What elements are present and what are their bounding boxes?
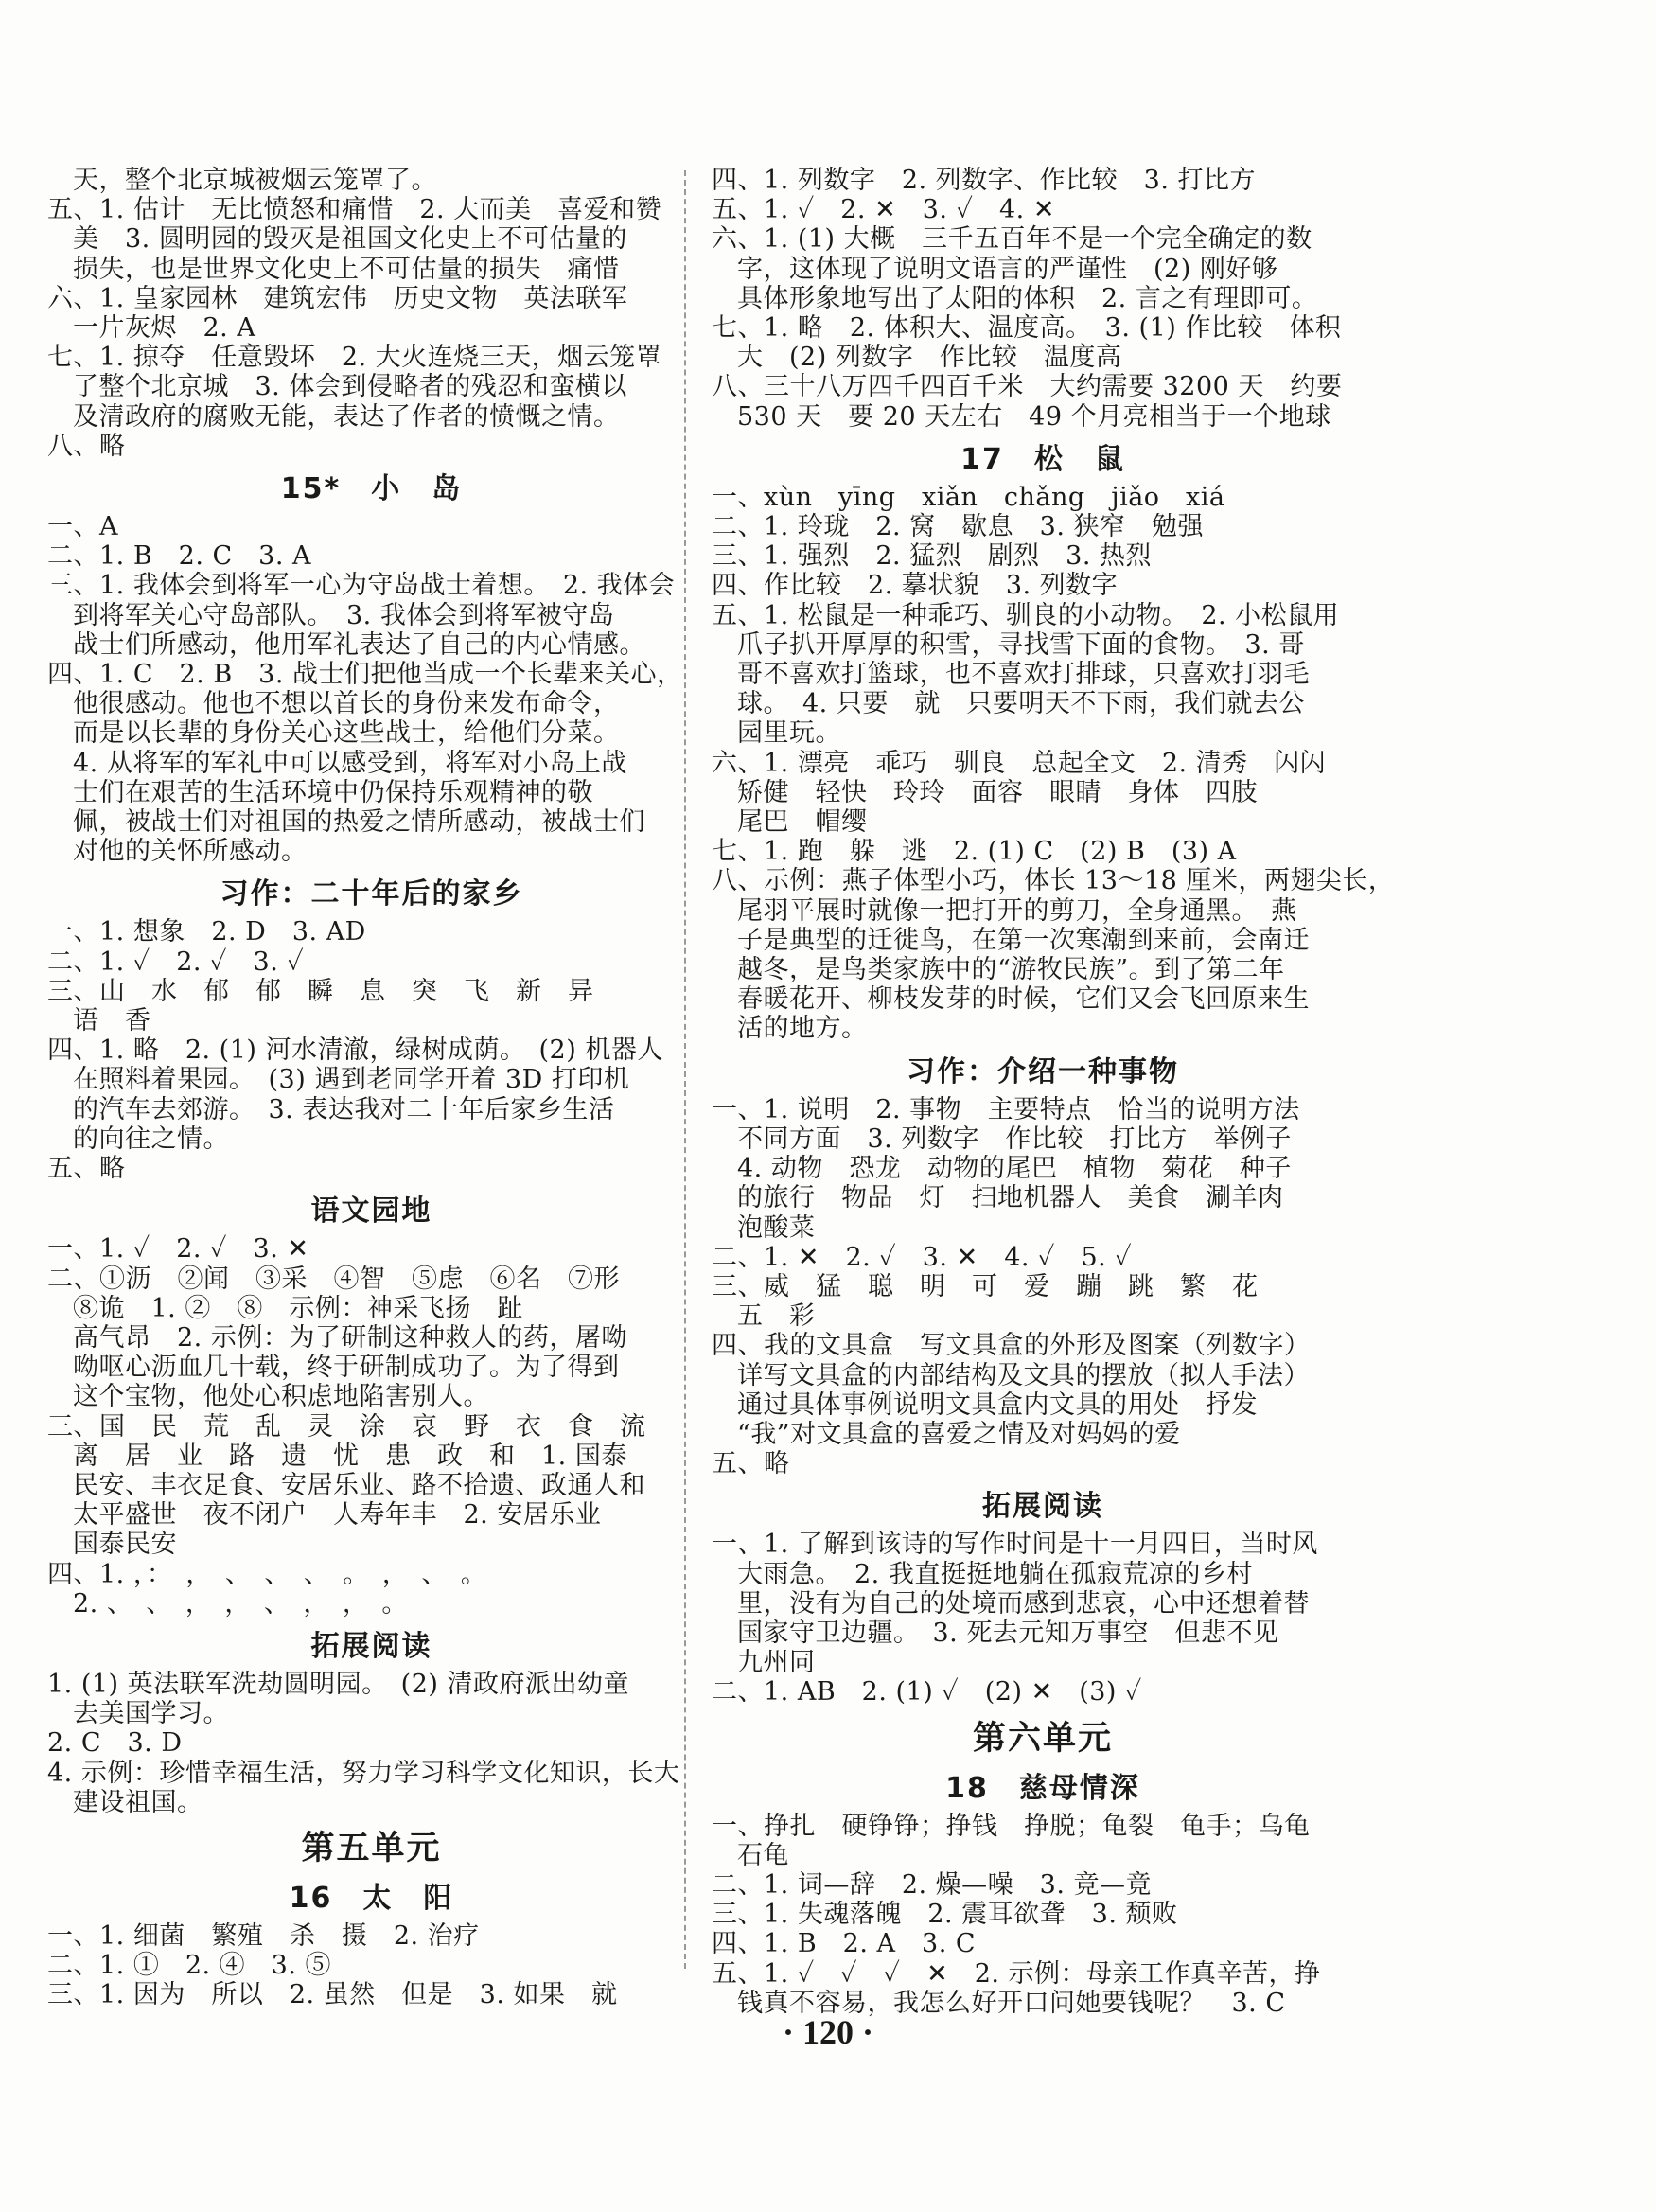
answer-line: 二、1. 词—辞 2. 燥—噪 3. 竞—竟 — [712, 1869, 1153, 1900]
answer-line: 的汽车去郊游。 3. 表达我对二十年后家乡生活 — [73, 1094, 615, 1124]
answer-line: 三、国 民 荒 乱 灵 涂 哀 野 衣 食 流 — [47, 1411, 646, 1442]
answer-line: 详写文具盒的内部结构及文具的摆放（拟人手法） — [737, 1360, 1310, 1390]
answer-line: 二、1. ① 2. ④ 3. ⑤ — [47, 1951, 332, 1981]
answer-line: 三、威 猛 聪 明 可 爱 蹦 跳 繁 花 — [712, 1271, 1259, 1301]
answer-line: 大雨急。 2. 我直挺挺地躺在孤寂荒凉的乡村 — [737, 1559, 1253, 1589]
answer-line: 二、1. B 2. C 3. A — [47, 541, 312, 572]
answer-line: 他很感动。他也不想以首长的身份来发布命令， — [73, 689, 620, 719]
answer-line: 损失，也是世界文化史上不可估量的损失 痛惜 — [73, 254, 620, 284]
answer-line: 二、1. ✕ 2. ✓ 3. ✕ 4. ✓ 5. ✓ — [712, 1242, 1133, 1272]
answer-line: 里，没有为自己的处境而感到悲哀，心中还想着替 — [737, 1588, 1310, 1619]
answer-line: 四、1. ，： ， 、 、 、 。 ， 、 。 — [47, 1559, 487, 1589]
answer-line: 一、A — [47, 512, 118, 542]
answer-line: 二、1. 玲珑 2. 窝 歇息 3. 狭窄 勉强 — [712, 512, 1205, 542]
answer-line: 一、挣扎 硬铮铮；挣钱 挣脱；龟裂 龟手；乌龟 — [712, 1811, 1311, 1841]
answer-line: 尾羽平展时就像一把打开的剪刀，全身通黑。 燕 — [737, 895, 1297, 926]
section-title: 17 松 鼠 — [960, 442, 1125, 476]
answer-line: 越冬，是鸟类家族中的“游牧民族”。到了第二年 — [737, 955, 1285, 985]
unit-title: 第六单元 — [972, 1718, 1113, 1758]
answer-line: 1. (1) 英法联军洗劫圆明园。 (2) 清政府派出幼童 — [47, 1669, 629, 1699]
answer-line: 二、1. ✓ 2. ✓ 3. ✓ — [47, 947, 305, 977]
answer-line: 四、1. C 2. B 3. 战士们把他当成一个长辈来关心， — [47, 660, 683, 690]
answer-line: 美 3. 圆明园的毁灭是祖国文化史上不可估量的 — [73, 224, 627, 255]
answer-line: 不同方面 3. 列数字 作比较 打比方 举例子 — [737, 1124, 1292, 1154]
answer-line: 泡酸菜 — [737, 1212, 816, 1243]
answer-line: 的向往之情。 — [73, 1124, 229, 1154]
answer-line: 对他的关怀所感动。 — [73, 837, 308, 867]
answer-line: 战士们所感动，他用军礼表达了自己的内心情感。 — [73, 629, 645, 660]
answer-line: 这个宝物，他处心积虑地陷害别人。 — [73, 1382, 489, 1412]
answer-line: 四、1. B 2. A 3. C — [712, 1929, 977, 1959]
answer-line: 而是以长辈的身份关心这些战士，给他们分菜。 — [73, 718, 620, 749]
answer-line: 离 居 业 路 遗 忧 患 政 和 1. 国泰 — [73, 1441, 627, 1471]
answer-line: 民安、丰衣足食、安居乐业、路不拾遗、政通人和 — [73, 1470, 645, 1500]
answer-line: 矫健 轻快 玲玲 面容 眼睛 身体 四肢 — [737, 777, 1258, 807]
answer-line: 五、1. 松鼠是一种乖巧、驯良的小动物。 2. 小松鼠用 — [712, 600, 1340, 630]
answer-line: 一、xùn yīng xiǎn chǎng jiǎo xiá — [712, 482, 1225, 512]
answer-line: 活的地方。 — [737, 1014, 868, 1044]
answer-line: 园里玩。 — [737, 718, 841, 749]
answer-line: 三、1. 强烈 2. 猛烈 剧烈 3. 热烈 — [712, 541, 1153, 572]
answer-line: 钱真不容易，我怎么好开口问她要钱呢？ 3. C — [737, 1988, 1286, 2018]
answer-line: “我”对文具盒的喜爱之情及对妈妈的爱 — [737, 1419, 1181, 1449]
answer-line: 太平盛世 夜不闭户 人寿年丰 2. 安居乐业 — [73, 1500, 602, 1531]
answer-line: 4. 示例：珍惜幸福生活，努力学习科学文化知识，长大 — [47, 1758, 680, 1788]
right-column — [712, 166, 1395, 2018]
answer-line: 4. 从将军的军礼中可以感受到，将军对小岛上战 — [73, 748, 627, 778]
section-title: 习作：二十年后的家乡 — [220, 877, 523, 911]
answer-line: 八、三十八万四千四百千米 大约需要 3200 天 约要 — [712, 372, 1343, 402]
answer-line: 高气昂 2. 示例：为了研制这种救人的药，屠呦 — [73, 1322, 627, 1353]
answer-line: 在照料着果园。 (3) 遇到老同学开着 3D 打印机 — [73, 1065, 630, 1095]
section-title: 16 太 阳 — [289, 1881, 454, 1915]
answer-line: 七、1. 略 2. 体积大、温度高。 3. (1) 作比较 体积 — [712, 313, 1342, 344]
answer-line: 530 天 要 20 天左右 49 个月亮相当于一个地球 — [737, 401, 1331, 432]
answer-line: 2. 、 、 ， ， 、 ， ， 。 — [73, 1588, 408, 1619]
answer-line: 的旅行 物品 灯 扫地机器人 美食 涮羊肉 — [737, 1183, 1284, 1213]
answer-line: 三、1. 因为 所以 2. 虽然 但是 3. 如果 就 — [47, 1980, 618, 2010]
answer-line: 六、1. 漂亮 乖巧 驯良 总起全文 2. 清秀 闪闪 — [712, 748, 1327, 778]
answer-line: 去美国学习。 — [73, 1699, 229, 1729]
answer-line: 八、示例：燕子体型小巧，体长 13～18 厘米，两翅尖长， — [712, 866, 1395, 896]
answer-line: 爪子扒开厚厚的积雪，寻找雪下面的食物。 3. 哥 — [737, 629, 1305, 660]
answer-line: 一、1. 说明 2. 事物 主要特点 恰当的说明方法 — [712, 1094, 1300, 1124]
answer-line: 二、①沥 ②闻 ③采 ④智 ⑤虑 ⑥名 ⑦形 — [47, 1264, 620, 1294]
answer-line: 四、我的文具盒 写文具盒的外形及图案（列数字） — [712, 1331, 1311, 1361]
page-number: · 120 · — [782, 2013, 873, 2051]
answer-line: 一、1. 了解到该诗的写作时间是十一月四日，当时风 — [712, 1530, 1318, 1560]
answer-line: 天，整个北京城被烟云笼罩了。 — [73, 166, 437, 195]
answer-line: 四、1. 列数字 2. 列数字、作比较 3. 打比方 — [712, 166, 1257, 195]
answer-line: 二、1. AB 2. (1) ✓ (2) ✕ (3) ✓ — [712, 1677, 1142, 1708]
section-title: 拓展阅读 — [982, 1490, 1103, 1524]
section-title: 语文园地 — [310, 1194, 432, 1229]
answer-line: 五、略 — [712, 1449, 790, 1479]
answer-line: 五、1. 估计 无比愤怒和痛惜 2. 大而美 喜爱和赞 — [47, 195, 662, 225]
answer-line: 通过具体事例说明文具盒内文具的用处 抒发 — [737, 1389, 1258, 1420]
answer-line: 哥不喜欢打篮球，也不喜欢打排球，只喜欢打羽毛 — [737, 660, 1310, 690]
answer-line: 九州同 — [737, 1648, 816, 1678]
answer-line: ⑧诡 1. ② ⑧ 示例：神采飞扬 趾 — [73, 1293, 523, 1323]
unit-title: 第五单元 — [301, 1828, 442, 1867]
answer-line: 四、1. 略 2. (1) 河水清澈，绿树成荫。 (2) 机器人 — [47, 1035, 663, 1066]
answer-line: 一、1. 细菌 繁殖 杀 摄 2. 治疗 — [47, 1920, 480, 1951]
answer-line: 一片灰烬 2. A — [73, 313, 256, 344]
answer-line: 四、作比较 2. 摹状貌 3. 列数字 — [712, 571, 1119, 601]
answer-line: 佩，被战士们对祖国的热爱之情所感动，被战士们 — [73, 807, 645, 838]
answer-line: 八、略 — [47, 431, 126, 461]
answer-line: 五、1. ✓ ✓ ✓ ✕ 2. 示例：母亲工作真辛苦，挣 — [712, 1958, 1321, 1989]
left-column — [47, 166, 696, 2010]
section-title: 15* 小 岛 — [280, 472, 463, 506]
answer-line: 建设祖国。 — [73, 1787, 203, 1817]
answer-line: 呦呕心沥血几十载，终于研制成功了。为了得到 — [73, 1353, 620, 1383]
answer-line: 六、1. (1) 大概 三千五百年不是一个完全确定的数 — [712, 224, 1312, 255]
answer-line: 语 香 — [73, 1006, 151, 1036]
answer-line: 及清政府的腐败无能，表达了作者的愤慨之情。 — [73, 401, 620, 432]
answer-line: 2. C 3. D — [47, 1728, 183, 1759]
answer-line: 三、1. 失魂落魄 2. 震耳欲聋 3. 颓败 — [712, 1900, 1178, 1930]
section-title: 拓展阅读 — [310, 1629, 432, 1663]
answer-line: 具体形象地写出了太阳的体积 2. 言之有理即可。 — [737, 283, 1318, 313]
answer-line: 三、1. 我体会到将军一心为守岛战士着想。 2. 我体会 — [47, 571, 676, 601]
answer-line: 七、1. 掠夺 任意毁坏 2. 大火连烧三天，烟云笼罩 — [47, 343, 662, 373]
answer-line: 五、略 — [47, 1154, 126, 1184]
answer-line: 尾巴 帽缨 — [737, 807, 868, 838]
column-divider — [684, 170, 686, 1969]
answer-line: 字，这体现了说明文语言的严谨性 (2) 刚好够 — [737, 254, 1278, 284]
answer-line: 国家守卫边疆。 3. 死去元知万事空 但悲不见 — [737, 1618, 1279, 1648]
answer-line: 大 (2) 列数字 作比较 温度高 — [737, 343, 1122, 373]
answer-line: 球。 4. 只要 就 只要明天不下雨，我们就去公 — [737, 689, 1305, 719]
answer-line: 到将军关心守岛部队。 3. 我体会到将军被守岛 — [73, 600, 615, 630]
answer-line: 子是典型的迁徙鸟，在第一次寒潮到来前，会南迁 — [737, 925, 1310, 955]
answer-line: 六、1. 皇家园林 建筑宏伟 历史文物 英法联军 — [47, 283, 628, 313]
answer-line: 一、1. ✓ 2. ✓ 3. ✕ — [47, 1234, 309, 1265]
answer-line: 一、1. 想象 2. D 3. AD — [47, 917, 366, 947]
section-title: 18 慈母情深 — [945, 1771, 1140, 1805]
answer-line: 春暖花开、柳枝发芽的时候，它们又会飞回原来生 — [737, 984, 1310, 1015]
answer-line: 三、山 水 郁 郁 瞬 息 突 飞 新 异 — [47, 976, 594, 1006]
answer-line: 了整个北京城 3. 体会到侵略者的残忍和蛮横以 — [73, 372, 627, 402]
answer-line: 国泰民安 — [73, 1530, 177, 1560]
answer-line: 五、1. ✓ 2. ✕ 3. ✓ 4. ✕ — [712, 195, 1055, 225]
answer-line: 七、1. 跑 躲 逃 2. (1) C (2) B (3) A — [712, 837, 1237, 867]
answer-line: 4. 动物 恐龙 动物的尾巴 植物 菊花 种子 — [737, 1154, 1292, 1184]
answer-line: 石龟 — [737, 1840, 789, 1870]
answer-line: 五 彩 — [737, 1301, 816, 1332]
answer-line: 士们在艰苦的生活环境中仍保持乐观精神的敬 — [73, 777, 593, 807]
section-title: 习作：介绍一种事物 — [907, 1054, 1179, 1088]
